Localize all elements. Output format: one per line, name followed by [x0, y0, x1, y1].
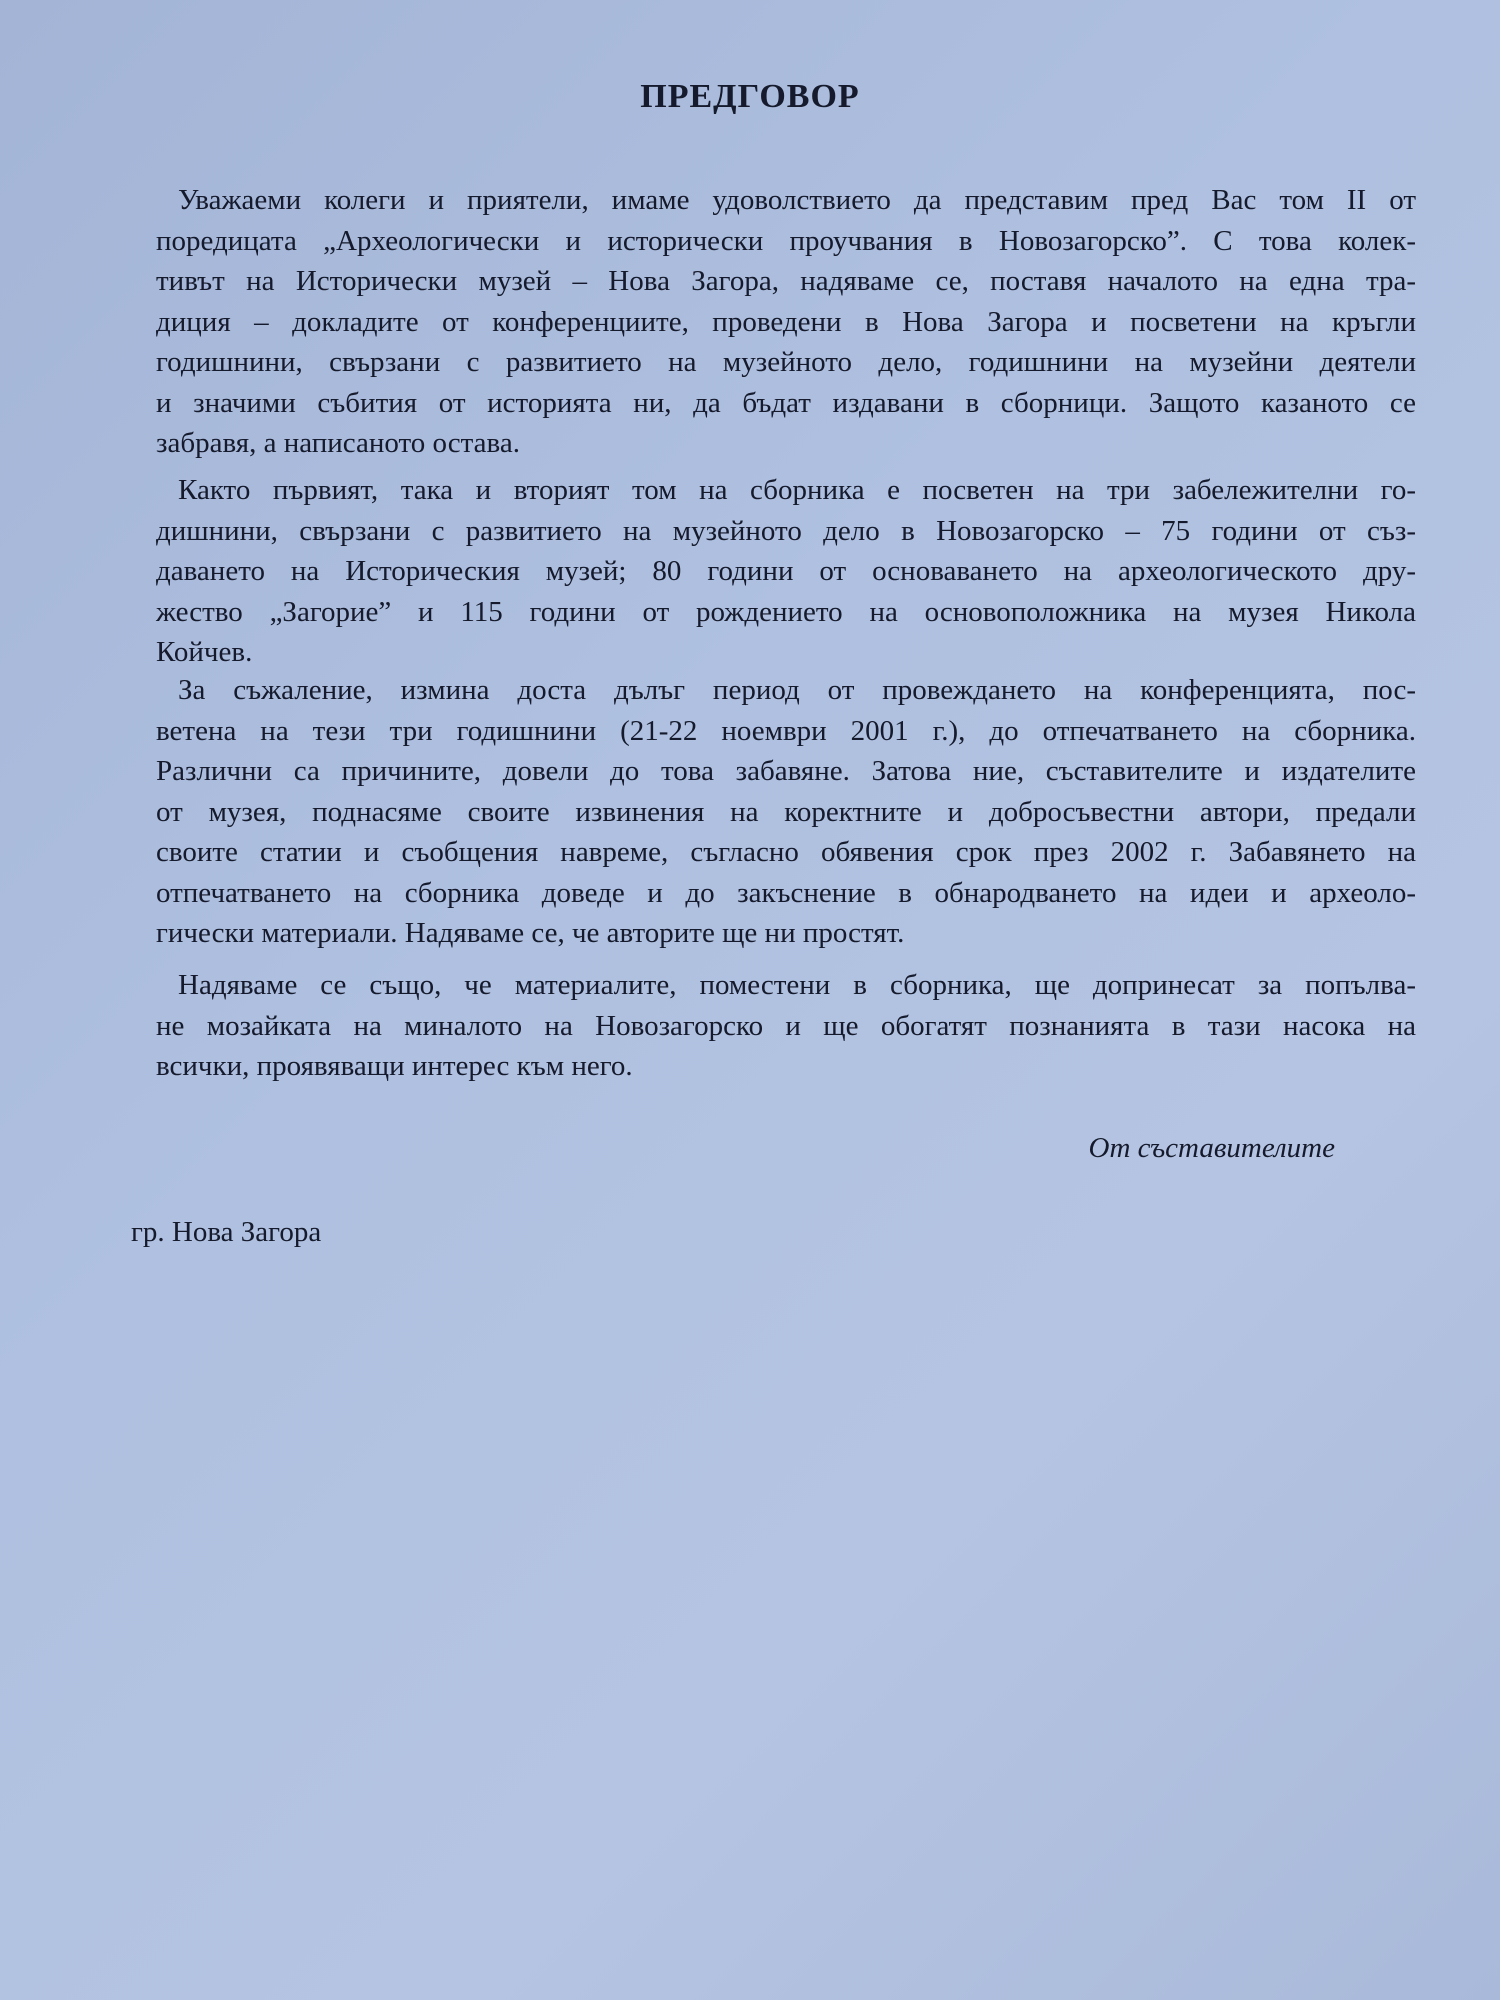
text-line: от музея, поднасяме своите извинения на коректните и добросъвестни автори, предали — [156, 795, 1416, 828]
text-line: Койчев. — [156, 636, 253, 668]
text-line: забравя, а написаното остава. — [156, 427, 520, 459]
page-title: ПРЕДГОВОР — [640, 78, 860, 115]
text-line: Надяваме се също, че материалите, поместени в сборника, ще допринесат за попълва- — [178, 969, 1416, 1001]
text-line: ветена на тези три годишнини (21-22 ноември 2001 г.), до отпечатването на сборника. — [156, 714, 1416, 747]
text-line: своите статии и съобщения навреме, съгласно обявения срок през 2002 г. Забавянето на — [156, 836, 1416, 868]
text-line: жество „Загорие” и 115 години от рождението на основоположника на музея Никола — [156, 595, 1416, 628]
text-line: и значими събития от историята ни, да бъдат издавани в сборници. Защото казаното се — [156, 386, 1416, 419]
paragraph-anniversaries — [156, 470, 1416, 673]
text-line: даването на Историческия музей; 80 години от основаването на археологическото дру- — [156, 555, 1416, 587]
paragraph-closing — [156, 965, 1416, 1087]
text-line: Уважаеми колеги и приятели, имаме удоволствието да представим пред Вас том II от — [178, 184, 1416, 216]
text-line: всички, проявяващи интерес към него. — [156, 1050, 633, 1082]
text-line: дишнини, свързани с развитието на музейното дело в Новозагорско – 75 години от съз- — [156, 514, 1416, 547]
text-line: тивът на Исторически музей – Нова Загора, надяваме се, поставя началото на една тра- — [156, 265, 1416, 297]
text-line: не мозайката на миналото на Новозагорско и ще обогатят познанията в тази насока на — [156, 1009, 1416, 1042]
text-line: годишнини, свързани с развитието на музейното дело, годишнини на музейни деятели — [156, 346, 1416, 378]
paragraph-apology — [156, 670, 1416, 954]
text-line: Различни са причините, довели до това забавяне. Затова ние, съставителите и издателите — [156, 755, 1416, 787]
place: гр. Нова Загора — [131, 1216, 322, 1248]
text-line: поредицата „Археологически и исторически проучвания в Новозагорско”. С това колек- — [156, 224, 1416, 257]
text-line: диция – докладите от конференциите, проведени в Нова Загора и посветени на кръгли — [156, 305, 1416, 338]
paragraph-intro — [156, 180, 1416, 464]
text-line: Както първият, така и вторият том на сборника е посветен на три забележителни го- — [178, 474, 1416, 506]
text-line: За съжаление, измина доста дълъг период от провеждането на конференцията, пос- — [178, 674, 1416, 706]
text-line: гически материали. Надяваме се, че авторите ще ни простят. — [156, 917, 905, 949]
signature: От съставителите — [1088, 1132, 1335, 1164]
text-line: отпечатването на сборника доведе и до закъснение в обнародването на идеи и археоло- — [156, 876, 1416, 909]
